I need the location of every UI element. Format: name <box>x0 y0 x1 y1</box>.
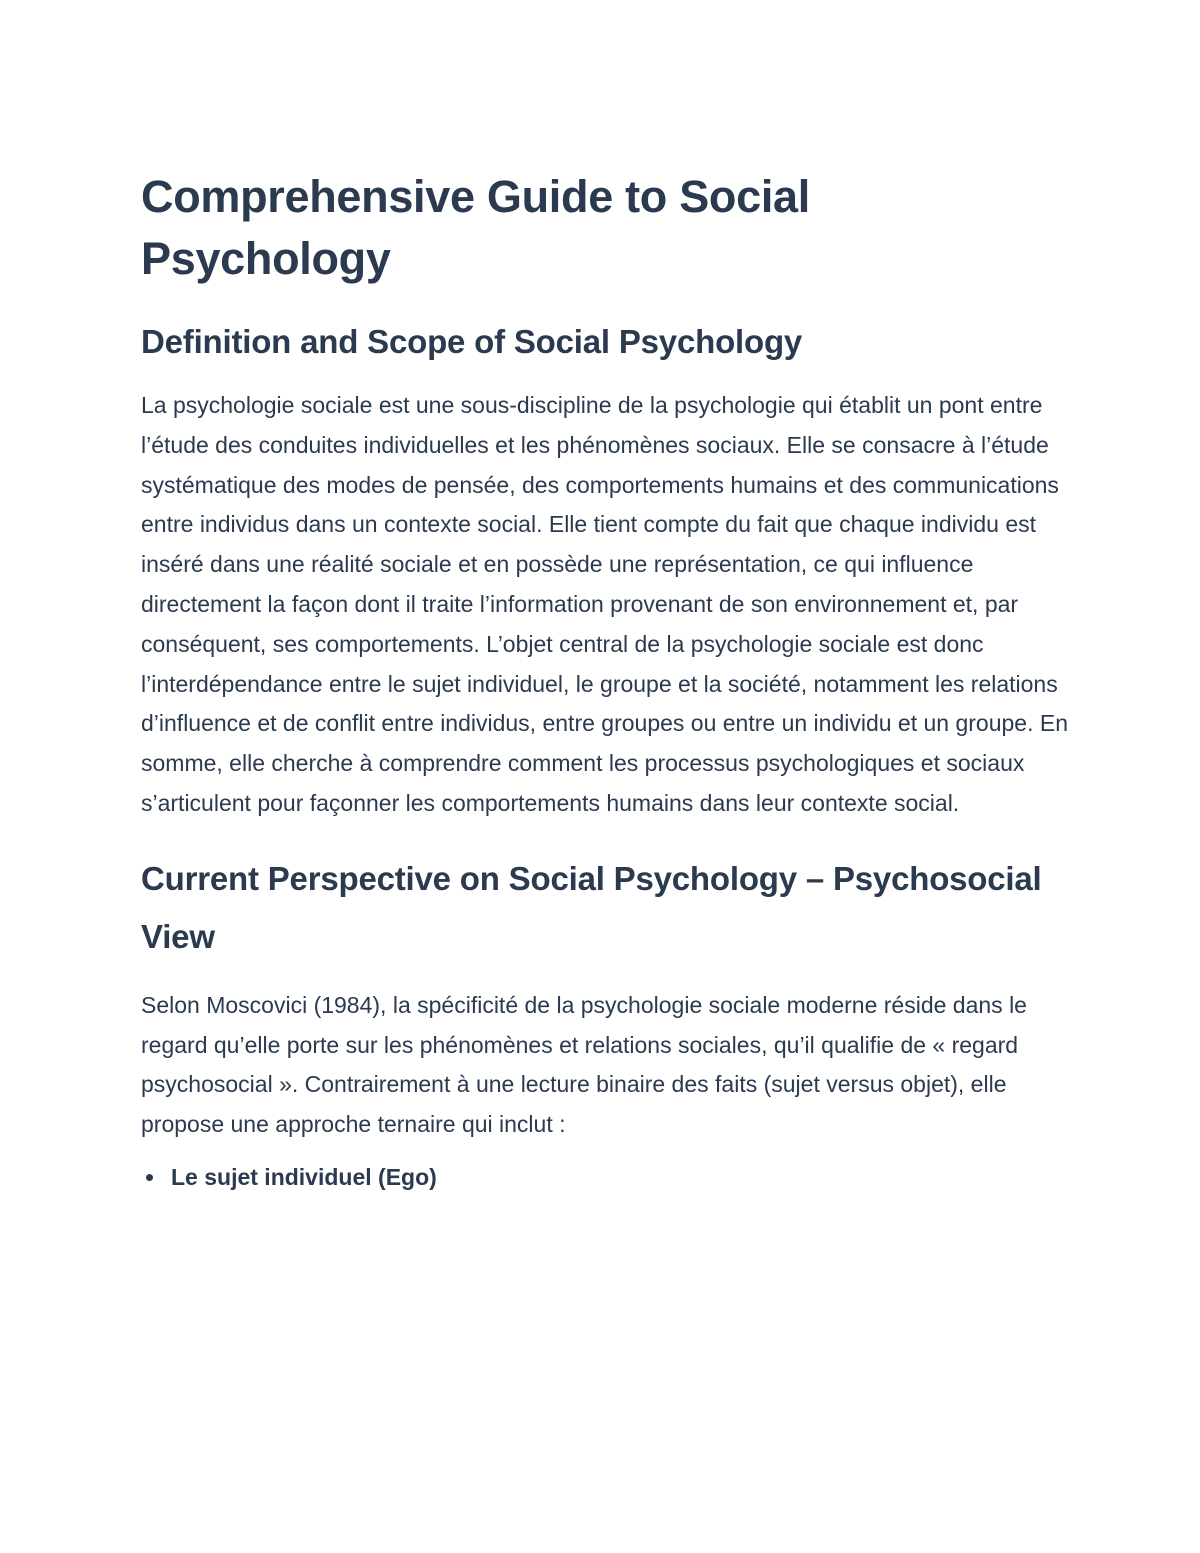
bullet-dot-icon <box>146 1174 153 1181</box>
list-item-text: Le sujet individuel (Ego) <box>171 1163 437 1190</box>
bullet-list <box>141 1157 1071 1197</box>
document-page <box>141 166 1071 1197</box>
document-title: Comprehensive Guide to Social Psychology <box>141 171 810 284</box>
section-paragraph-definition: La psychologie sociale est une sous-discipline de la psychologie qui établit un pont entre l’étude des conduites individuelles et les phénomènes sociaux. Elle se consacre à l’étude systématique des modes de pensée, des comportements humains et des communications entre individus dans un contexte social. Elle tient compte du fait que chaque individu est inséré dans une réalité sociale et en possède une représentation, ce qui influence directement la façon dont il traite l’information provenant de son environnement et, par conséquent, ses comportements. L’objet central de la psychologie sociale est donc l’interdépendance entre le sujet individuel, le groupe et la société, notamment les relations d’influence et de conflit entre individus, entre groupes ou entre un individu et un groupe. En somme, elle cherche à comprendre comment les processus psychologiques et sociaux s’articulent pour façonner les comportements humains dans leur contexte social. <box>141 392 1069 816</box>
section-heading-definition: Definition and Scope of Social Psychology <box>141 323 803 360</box>
list-item <box>171 1157 1071 1197</box>
section-heading-current-perspective: Current Perspective on Social Psychology – Psychosocial View <box>141 859 1042 955</box>
section-paragraph-current-perspective: Selon Moscovici (1984), la spécificité de la psychologie sociale moderne réside dans le regard qu’elle porte sur les phénomènes et relations sociales, qu’il qualifie de « regard psychosocial ». Contrairement à une lecture binaire des faits (sujet versus objet), elle propose une approche ternaire qui inclut : <box>141 991 1027 1138</box>
